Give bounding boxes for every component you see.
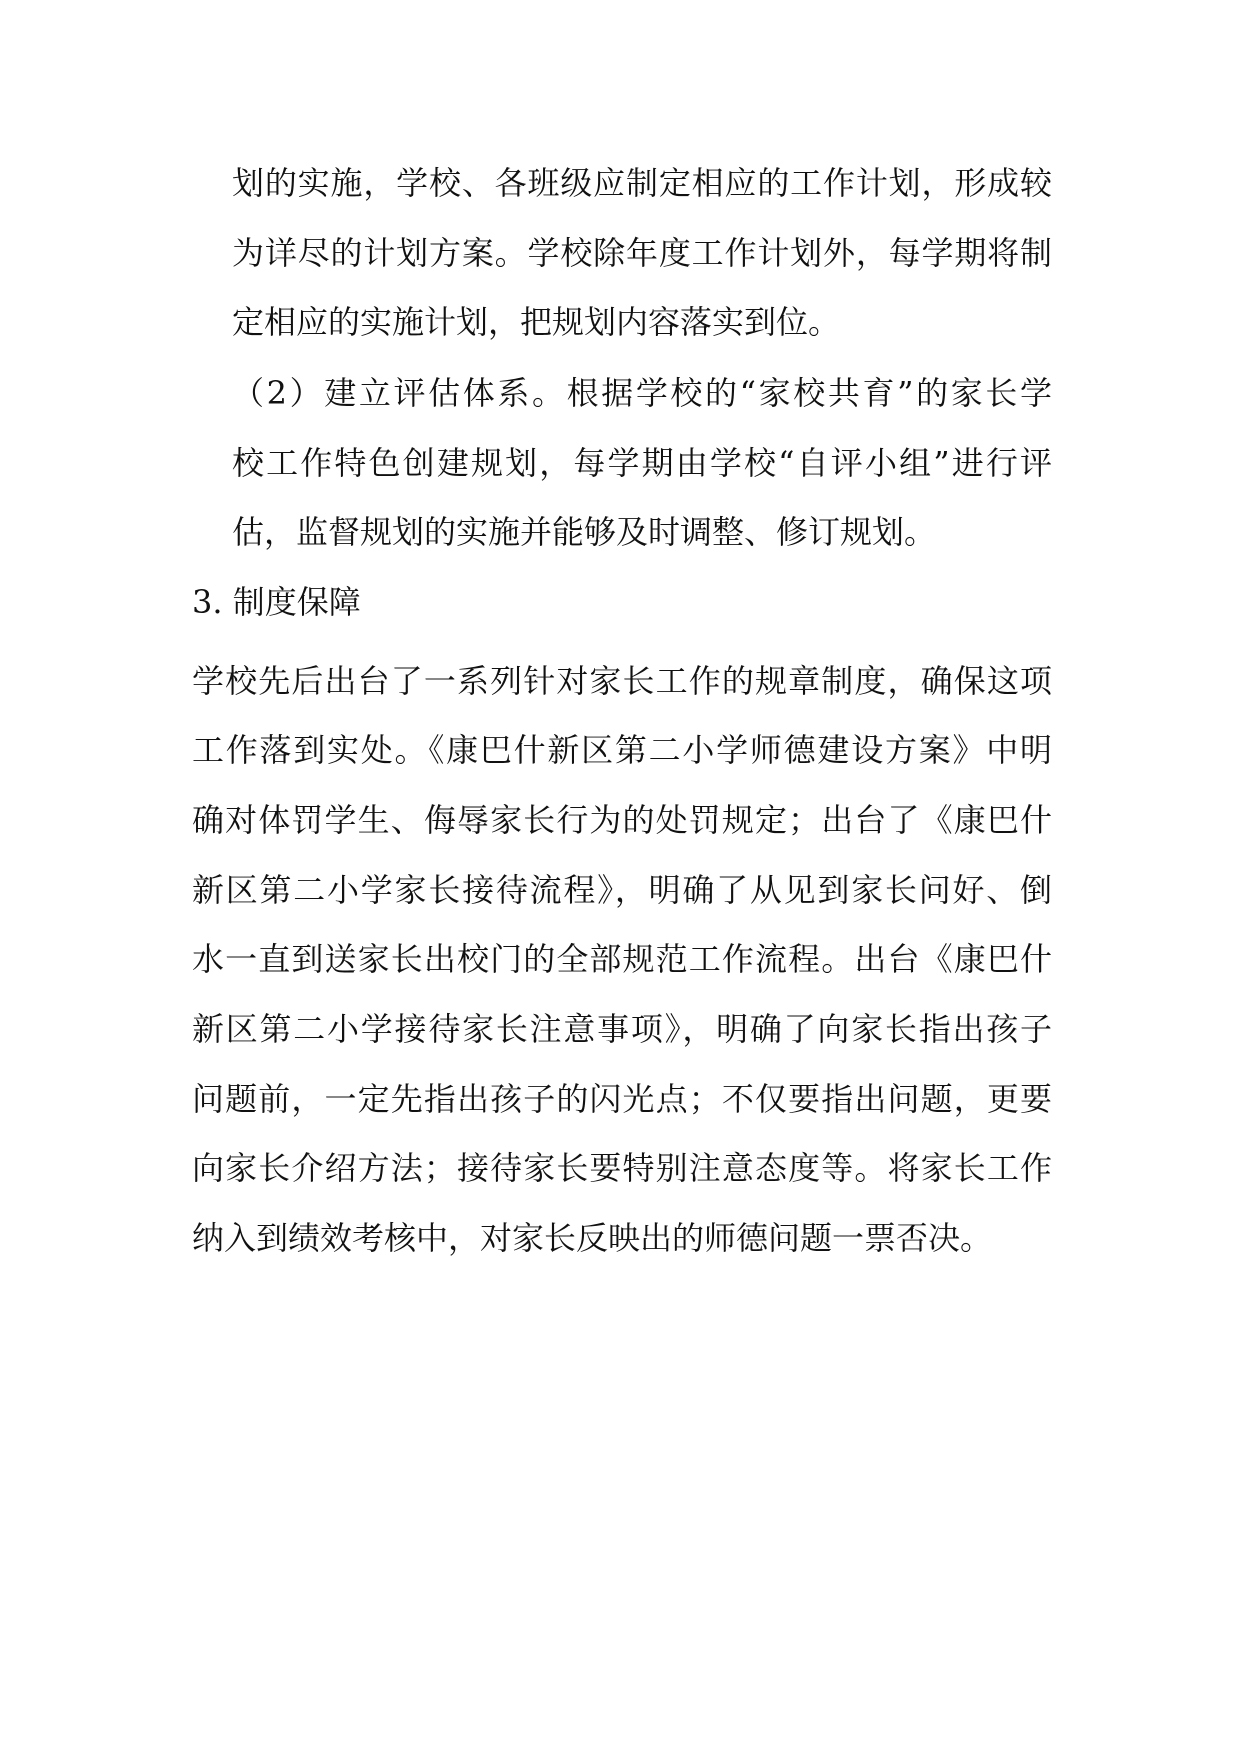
paragraph-2-line: （2）建立评估体系。根据学校的“家校共育”的家长学	[232, 374, 1052, 412]
paragraph-3-line: 水一直到送家长出校门的全部规范工作流程。出台《康巴什	[192, 940, 1052, 978]
paragraph-1-line: 为详尽的计划方案。学校除年度工作计划外，每学期将制	[232, 234, 1052, 272]
paragraph-3-line: 问题前，一定先指出孩子的闪光点；不仅要指出问题，更要	[192, 1080, 1052, 1118]
section-heading: 3. 制度保障	[192, 583, 361, 621]
paragraph-3-line: 确对体罚学生、侮辱家长行为的处罚规定；出台了《康巴什	[192, 801, 1052, 839]
paragraph-3-line: 新区第二小学接待家长注意事项》，明确了向家长指出孩子	[192, 1010, 1052, 1048]
paragraph-2-line: 校工作特色创建规划，每学期由学校“自评小组”进行评	[232, 444, 1052, 482]
paragraph-3-line: 向家长介绍方法；接待家长要特别注意态度等。将家长工作	[192, 1149, 1052, 1187]
paragraph-3-line: 纳入到绩效考核中，对家长反映出的师德问题一票否决。	[192, 1219, 993, 1257]
paragraph-3-line: 工作落到实处。《康巴什新区第二小学师德建设方案》中明	[192, 731, 1052, 769]
paragraph-1-line: 定相应的实施计划，把规划内容落实到位。	[232, 303, 841, 341]
paragraph-1-line: 划的实施，学校、各班级应制定相应的工作计划，形成较	[232, 164, 1052, 202]
paragraph-3-line: 学校先后出台了一系列针对家长工作的规章制度，确保这项	[192, 662, 1052, 700]
paragraph-2-line: 估，监督规划的实施并能够及时调整、修订规划。	[232, 513, 937, 551]
paragraph-3-line: 新区第二小学家长接待流程》，明确了从见到家长问好、倒	[192, 871, 1052, 909]
